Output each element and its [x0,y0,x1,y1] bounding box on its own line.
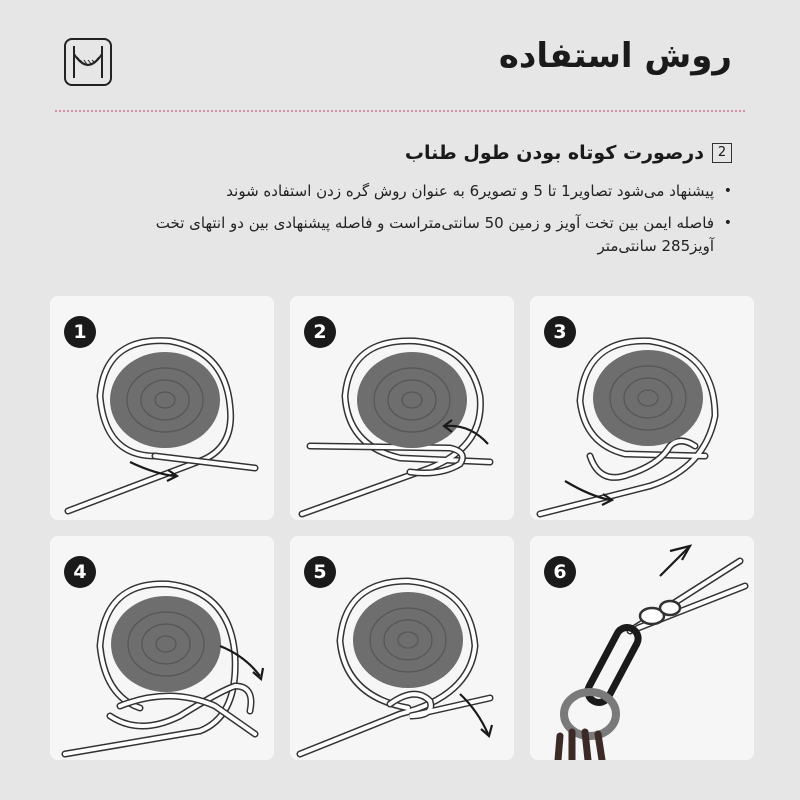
step-number-badge: 3 [544,316,576,348]
step-number-badge: 4 [64,556,96,588]
note-item: • پیشنهاد می‌شود تصاویر1 تا 5 و تصویر6 به عنوان روش گره زدن استفاده شوند [132,180,732,203]
step-panel-1 [50,296,274,520]
step-number-badge: 5 [304,556,336,588]
step-panel-2 [290,296,514,520]
step-panel-3 [530,296,754,520]
section-heading [405,142,732,164]
step-number-badge: 2 [304,316,336,348]
step-number-badge: 6 [544,556,576,588]
divider [55,110,745,112]
step-number-badge: 1 [64,316,96,348]
step-panel-4 [50,536,274,760]
note-item: • فاصله ایمن بین تخت آویز و زمین 50 سانتی‌متراست و فاصله پیشنهادی بین دو انتهای تخت آویز285 سانتی‌متر [132,212,732,258]
section-title: درصورت کوتاه بودن طول طناب [404,142,704,164]
notes-list [132,180,732,267]
section-number: 2 [712,143,732,163]
step-panel-5 [290,536,514,760]
hammock-icon [64,38,112,86]
step-panel-6 [530,536,754,760]
page-title: روش استفاده [498,36,732,76]
